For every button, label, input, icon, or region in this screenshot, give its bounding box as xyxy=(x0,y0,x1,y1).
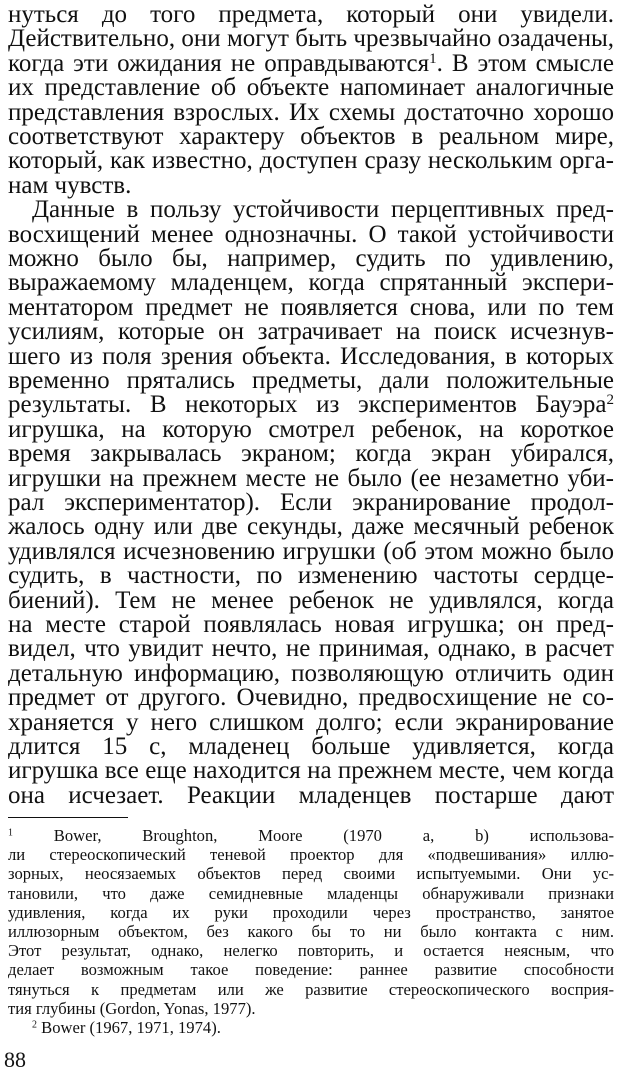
line-text: удивления, когда их руки проходили через пространство, занятое xyxy=(8,902,614,922)
line-text: тановили, что даже семидневные младенцы обнаруживали признаки xyxy=(8,883,614,903)
body-line xyxy=(8,441,614,467)
line-text: нам чувств. xyxy=(8,171,132,199)
line-text: Bower (1967, 1971, 1974). xyxy=(36,1018,221,1037)
line-text: усилиям, которые он затрачивает на поиск исчезнув- xyxy=(8,318,614,346)
body-line xyxy=(8,392,614,418)
body-line xyxy=(8,270,614,296)
line-text: время закрывалась экраном; когда экран убирался, xyxy=(8,440,614,468)
footnote-line xyxy=(8,922,614,941)
page-number: 88 xyxy=(4,1047,26,1072)
line-text: Данные в пользу устойчивости перцептивных пред- xyxy=(32,196,614,224)
body-line xyxy=(8,26,614,52)
footnote-separator xyxy=(8,817,128,818)
body-line xyxy=(8,466,614,492)
footnote-marker: 1 xyxy=(8,827,13,839)
line-text: временно прятались предметы, дали положительные xyxy=(8,367,614,394)
line-text: биений). Тем не менее ребенок не удивлялся, когда xyxy=(8,586,614,614)
body-line xyxy=(8,344,614,370)
line-text: тия глубины (Gordon, Yonas, 1977). xyxy=(8,998,256,1018)
footnote-line xyxy=(8,941,614,960)
footnote-line xyxy=(32,1018,614,1037)
body-line xyxy=(8,490,614,516)
line-text: Этот результат, однако, нелегко повторить, и остается неясным, что xyxy=(8,941,614,961)
body-line xyxy=(8,100,614,126)
line-text: игрушка все еще находится на прежнем месте, чем когда xyxy=(8,757,614,785)
body-line xyxy=(8,588,614,614)
line-text: нуться до того предмета, который они увидели. xyxy=(8,1,614,28)
body-line xyxy=(8,636,614,662)
line-text: на месте старой появлялась новая игрушка; он пред- xyxy=(8,611,614,638)
line-text: предмет от другого. Очевидно, предвосхищение не со- xyxy=(8,684,614,712)
line-text: тянуться к предметам или же развитие стереоскопического восприя- xyxy=(8,979,614,999)
body-line xyxy=(8,514,614,540)
line-text: шего из поля зрения объекта. Исследования, в которых xyxy=(8,342,614,370)
line-text: игрушка, на которую смотрел ребенок, на короткое xyxy=(8,415,614,443)
line-text: она исчезает. Реакции младенцев постарше дают xyxy=(8,781,614,809)
body-line xyxy=(8,295,614,321)
body-line xyxy=(8,734,614,760)
line-text: детальную информацию, позволяющую отличить один xyxy=(8,659,614,687)
footnote-reference: 1 xyxy=(429,50,437,67)
line-text: храняется у него слишком долго; если экранирование xyxy=(8,708,614,736)
footnote-marker: 2 xyxy=(32,1019,37,1031)
line-text: длится 15 с, младенец больше удивляется, когда xyxy=(8,733,614,760)
line-text: восхищений менее однозначны. О такой устойчивости xyxy=(8,220,614,248)
line-text: судить, в частности, по изменению частоты сердце- xyxy=(8,562,614,590)
line-text: игрушки на прежнем месте не было (ее незаметно уби- xyxy=(8,464,614,492)
line-text: ментатором предмет не появляется снова, или по тем xyxy=(8,293,614,321)
footnote-line xyxy=(8,960,614,979)
line-text: жалось одну или две секунды, даже месячный ребенок xyxy=(8,513,614,541)
footnote-line xyxy=(8,980,614,999)
line-text: когда эти ожидания не оправдываются xyxy=(8,49,430,77)
body-line xyxy=(8,563,614,589)
body-line xyxy=(8,758,614,784)
body-line xyxy=(8,783,614,809)
line-text: можно было бы, например, судить по удивлению, xyxy=(8,245,614,272)
line-text: Действительно, они могут быть чрезвычайно озадачены, xyxy=(8,25,614,53)
body-line xyxy=(32,197,614,223)
footnote-reference: 2 xyxy=(606,392,614,409)
line-text: представления взрослых. Их схемы достаточно хорошо xyxy=(8,98,614,126)
line-text: который, как известно, доступен сразу нескольким орга- xyxy=(8,147,614,175)
body-line xyxy=(8,661,614,687)
line-text: зорных, неосязаемых объектов перед своими испытуемыми. Они ус- xyxy=(8,864,614,884)
footnote-line xyxy=(8,845,614,864)
body-line xyxy=(8,685,614,711)
body-line xyxy=(8,51,614,77)
body-line xyxy=(8,222,614,248)
footnote-line xyxy=(8,903,614,922)
line-text-after: . В этом смысле xyxy=(436,49,614,77)
line-text: удивлялся исчезновению игрушки (об этом можно было xyxy=(8,537,614,565)
body-line xyxy=(8,75,614,101)
line-text: видел, что увидит нечто, не принимая, однако, в расчет xyxy=(8,635,614,663)
line-text: ли стереоскопический теневой проектор для «подвешивания» иллю- xyxy=(8,845,614,865)
footnote-line xyxy=(8,999,614,1018)
line-text: Bower, Broughton, Moore (1970 a, b) использова- xyxy=(12,826,614,845)
line-text: делает возможным такое поведение: раннее развитие способности xyxy=(8,960,614,980)
footnote-line xyxy=(8,864,614,883)
body-line xyxy=(8,539,614,565)
line-text: соответствуют характеру объектов в реальном мире, xyxy=(8,123,614,150)
body-line xyxy=(8,173,614,199)
body-line xyxy=(8,148,614,174)
body-line xyxy=(8,612,614,638)
line-text: их представление об объекте напоминает аналогичные xyxy=(8,74,614,102)
body-line xyxy=(8,710,614,736)
footnote-line xyxy=(8,826,614,845)
line-text: иллюзорным объектом, без какого бы то ни было контакта с ним. xyxy=(8,922,614,941)
body-line xyxy=(8,2,614,28)
body-line xyxy=(8,319,614,345)
line-text: рал экспериментатор). Если экранирование продол- xyxy=(8,489,614,516)
footnote-line xyxy=(8,884,614,903)
body-line xyxy=(8,417,614,443)
body-line xyxy=(8,368,614,394)
line-text: результаты. В некоторых из экспериментов Бауэра xyxy=(8,391,607,419)
line-text: выражаемому младенцем, когда спрятанный экспери- xyxy=(8,269,614,297)
body-line xyxy=(8,246,614,272)
body-line xyxy=(8,124,614,150)
